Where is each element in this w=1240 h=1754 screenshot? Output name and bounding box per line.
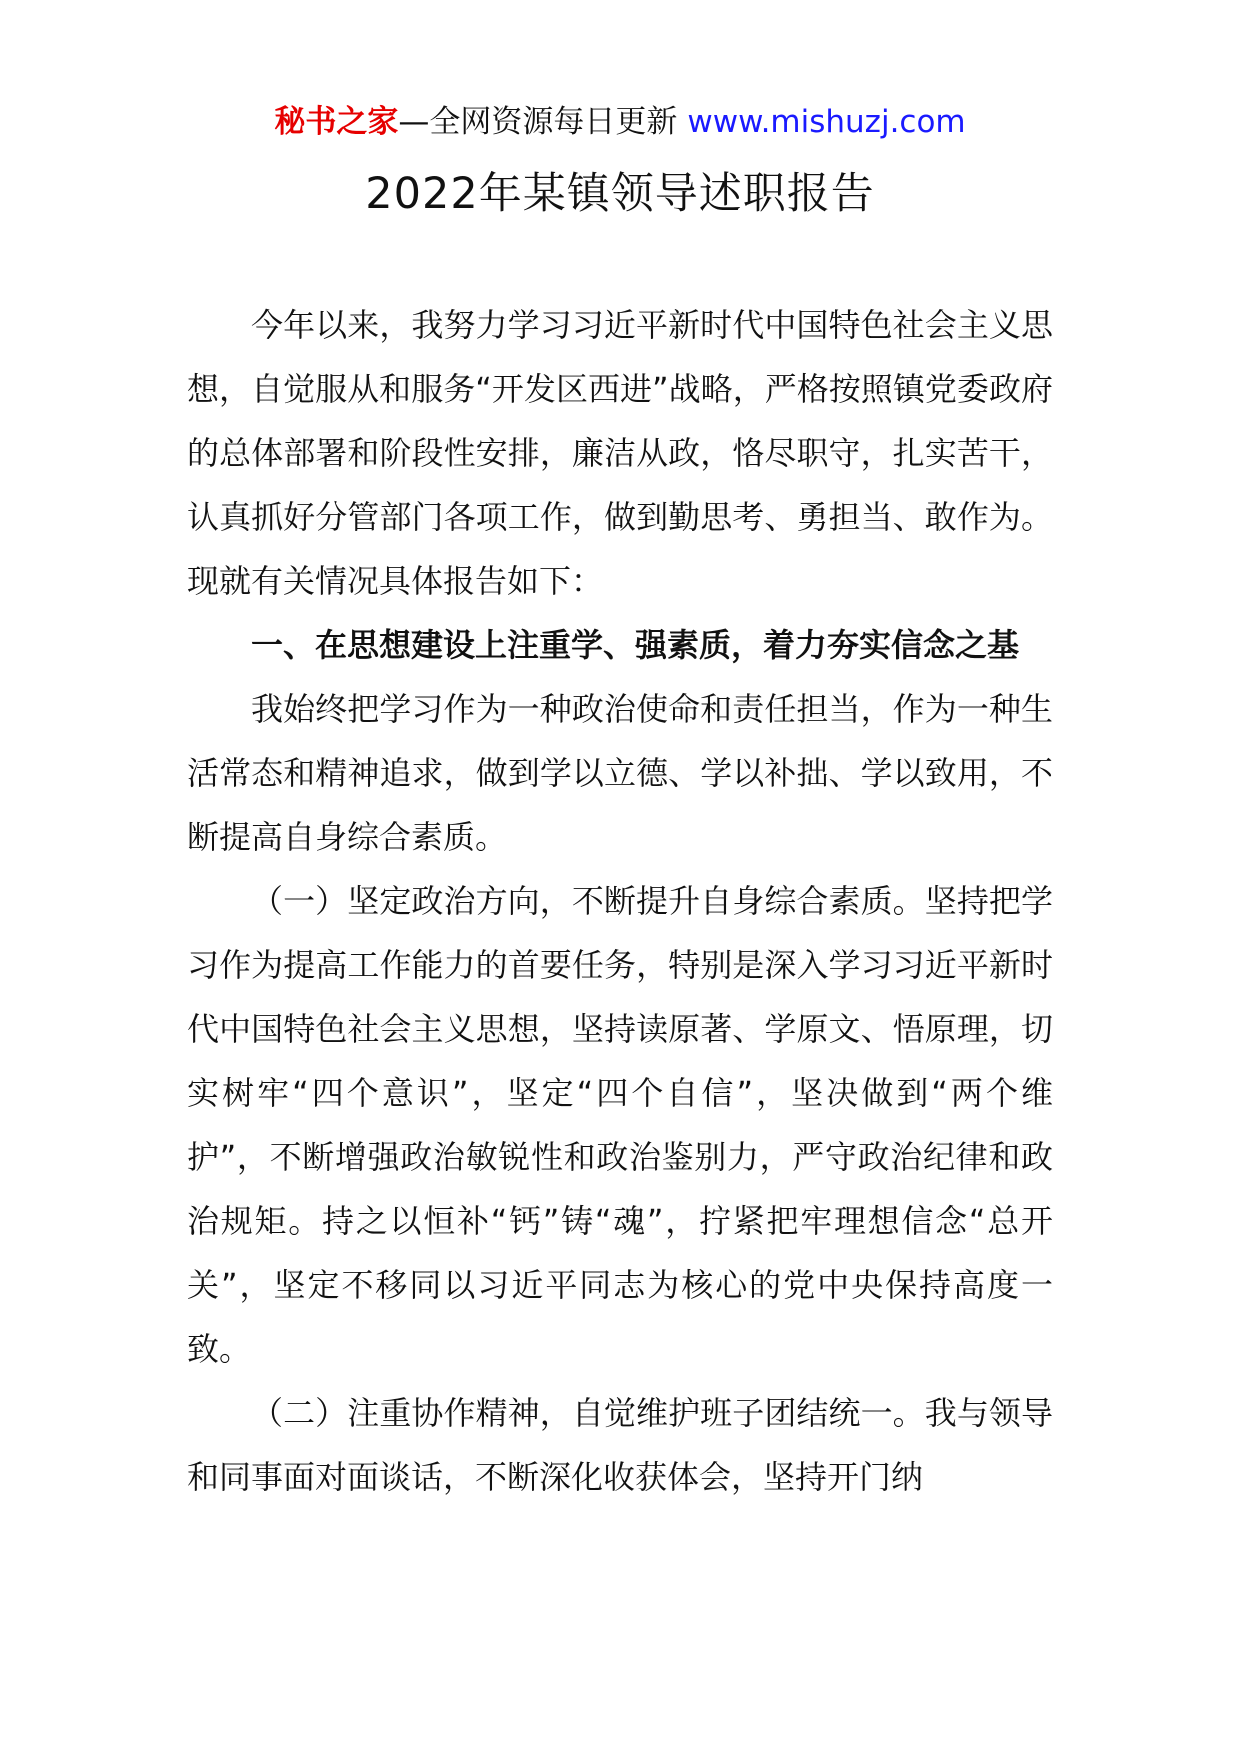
paragraph-subsection-2: （二）注重协作精神，自觉维护班子团结统一。我与领导和同事面对面谈话，不断深化收获体会，坚持开门纳 [187,1394,1053,1496]
paragraph-subsection-1: （一）坚定政治方向，不断提升自身综合素质。坚持把学习作为提高工作能力的首要任务，特别是深入学习习近平新时代中国特色社会主义思想，坚持读原著、学原文、悟原理，切实树牢“四个意识”，坚定“四个自信”，坚决做到“两个维护”，不断增强政治敏锐性和政治鉴别力，严守政治纪律和政治规矩。持之以恒补“钙”铸“魂”，拧紧把牢理想信念“总开关”，坚定不移同以习近平同志为核心的党中央保持高度一致。 [187,882,1053,1368]
document-title: 2022年某镇领导述职报告 [365,169,875,219]
watermark-header [0,100,1240,144]
paragraph-intro: 今年以来，我努力学习习近平新时代中国特色社会主义思想，自觉服从和服务“开发区西进”战略，严格按照镇党委政府的总体部署和阶段性安排，廉洁从政，恪尽职守，扎实苦干，认真抓好分管部门各项工作，做到勤思考、勇担当、敢作为。现就有关情况具体报告如下： [187,306,1053,600]
paragraph-section-1-intro: 我始终把学习作为一种政治使命和责任担当，作为一种生活常态和精神追求，做到学以立德、学以补拙、学以致用，不断提高自身综合素质。 [187,690,1053,856]
brand-slogan: —全网资源每日更新 [398,104,678,140]
document-body [187,293,1053,1509]
section-heading-1: 一、在思想建设上注重学、强素质，着力夯实信念之基 [251,626,1020,664]
brand-name: 秘书之家 [274,104,399,140]
site-url-link[interactable]: www.mishuzj.com [687,104,966,140]
